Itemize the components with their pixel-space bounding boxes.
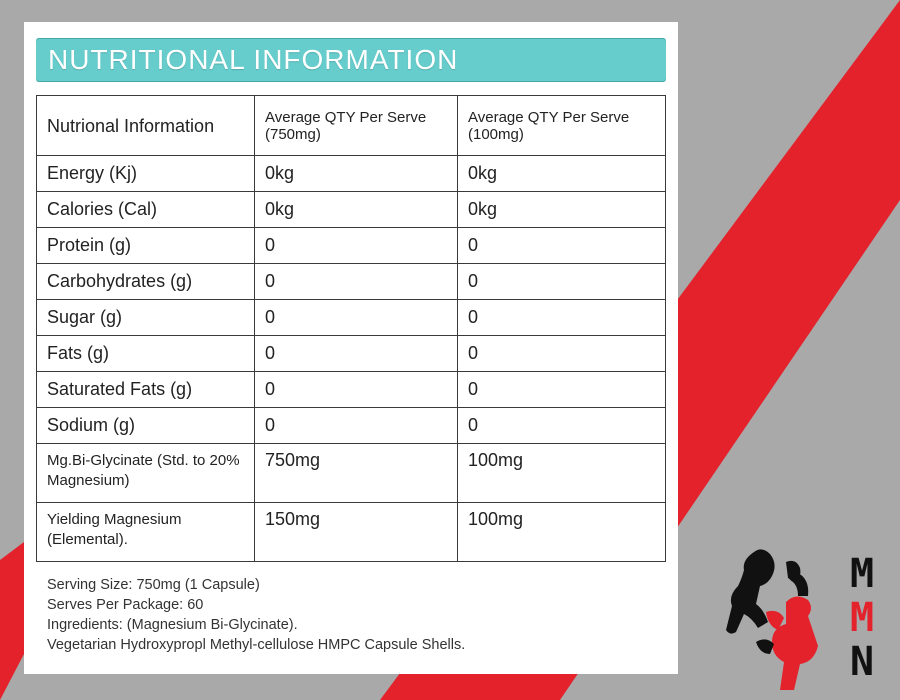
table-row xyxy=(37,300,666,336)
nutrient-name: Protein (g) xyxy=(37,228,255,264)
serves-per-package-text: Serves Per Package: 60 xyxy=(47,597,204,613)
capsule-shell-text: Vegetarian Hydroxypropl Methyl-cellulose HMPC Capsule Shells. xyxy=(47,637,466,653)
nutrient-value: 0kg xyxy=(255,192,458,228)
table-row xyxy=(37,156,666,192)
nutrient-name: Sodium (g) xyxy=(37,408,255,444)
brand-logo xyxy=(726,542,886,692)
nutrient-name: Fats (g) xyxy=(37,336,255,372)
nutrient-value: 0kg xyxy=(458,192,666,228)
logo-letter: N xyxy=(850,639,875,685)
nutrient-name: Yielding Magnesium (Elemental). xyxy=(37,503,255,562)
nutrient-value: 0 xyxy=(458,372,666,408)
nutrient-value: 0 xyxy=(458,408,666,444)
nutrient-value: 0kg xyxy=(458,156,666,192)
nutrient-name: Carbohydrates (g) xyxy=(37,264,255,300)
nutrient-value: 150mg xyxy=(255,503,458,562)
table-row xyxy=(37,192,666,228)
nutrition-table xyxy=(36,95,666,562)
nutrient-name: Calories (Cal) xyxy=(37,192,255,228)
nutrition-panel xyxy=(24,22,678,674)
nutrient-name: Saturated Fats (g) xyxy=(37,372,255,408)
nutrient-value: 750mg xyxy=(255,444,458,503)
nutrient-value: 0 xyxy=(255,408,458,444)
nutrient-value: 0 xyxy=(255,228,458,264)
nutrient-value: 0 xyxy=(458,300,666,336)
table-row xyxy=(37,503,666,562)
header-cell: Average QTY Per Serve (100mg) xyxy=(458,96,666,156)
nutrient-value: 0kg xyxy=(255,156,458,192)
nutrient-name: Mg.Bi-Glycinate (Std. to 20% Magnesium) xyxy=(37,444,255,503)
nutrient-value: 100mg xyxy=(458,444,666,503)
serving-size-text: Serving Size: 750mg (1 Capsule) xyxy=(47,577,260,593)
nutrient-name: Energy (Kj) xyxy=(37,156,255,192)
ingredients-text: Ingredients: (Magnesium Bi-Glycinate). xyxy=(47,617,298,633)
nutrient-value: 100mg xyxy=(458,503,666,562)
nutrient-value: 0 xyxy=(255,300,458,336)
logo-letter: M xyxy=(850,551,875,597)
table-header-row xyxy=(37,96,666,156)
table-row xyxy=(37,264,666,300)
nutrient-value: 0 xyxy=(458,264,666,300)
boxer-silhouette-icon xyxy=(726,542,846,692)
table-row xyxy=(37,408,666,444)
nutrient-value: 0 xyxy=(255,264,458,300)
header-cell: Average QTY Per Serve (750mg) xyxy=(255,96,458,156)
nutrient-value: 0 xyxy=(255,336,458,372)
logo-letter: M xyxy=(850,595,875,641)
nutrient-value: 0 xyxy=(458,336,666,372)
table-row xyxy=(37,228,666,264)
header-cell: Nutrional Information xyxy=(37,96,255,156)
page-title: NUTRITIONAL INFORMATION xyxy=(48,44,459,75)
nutrient-value: 0 xyxy=(458,228,666,264)
title-banner xyxy=(36,38,666,82)
serving-info xyxy=(47,575,465,655)
table-row xyxy=(37,372,666,408)
nutrient-value: 0 xyxy=(255,372,458,408)
table-row xyxy=(37,444,666,503)
table-row xyxy=(37,336,666,372)
nutrient-name: Sugar (g) xyxy=(37,300,255,336)
